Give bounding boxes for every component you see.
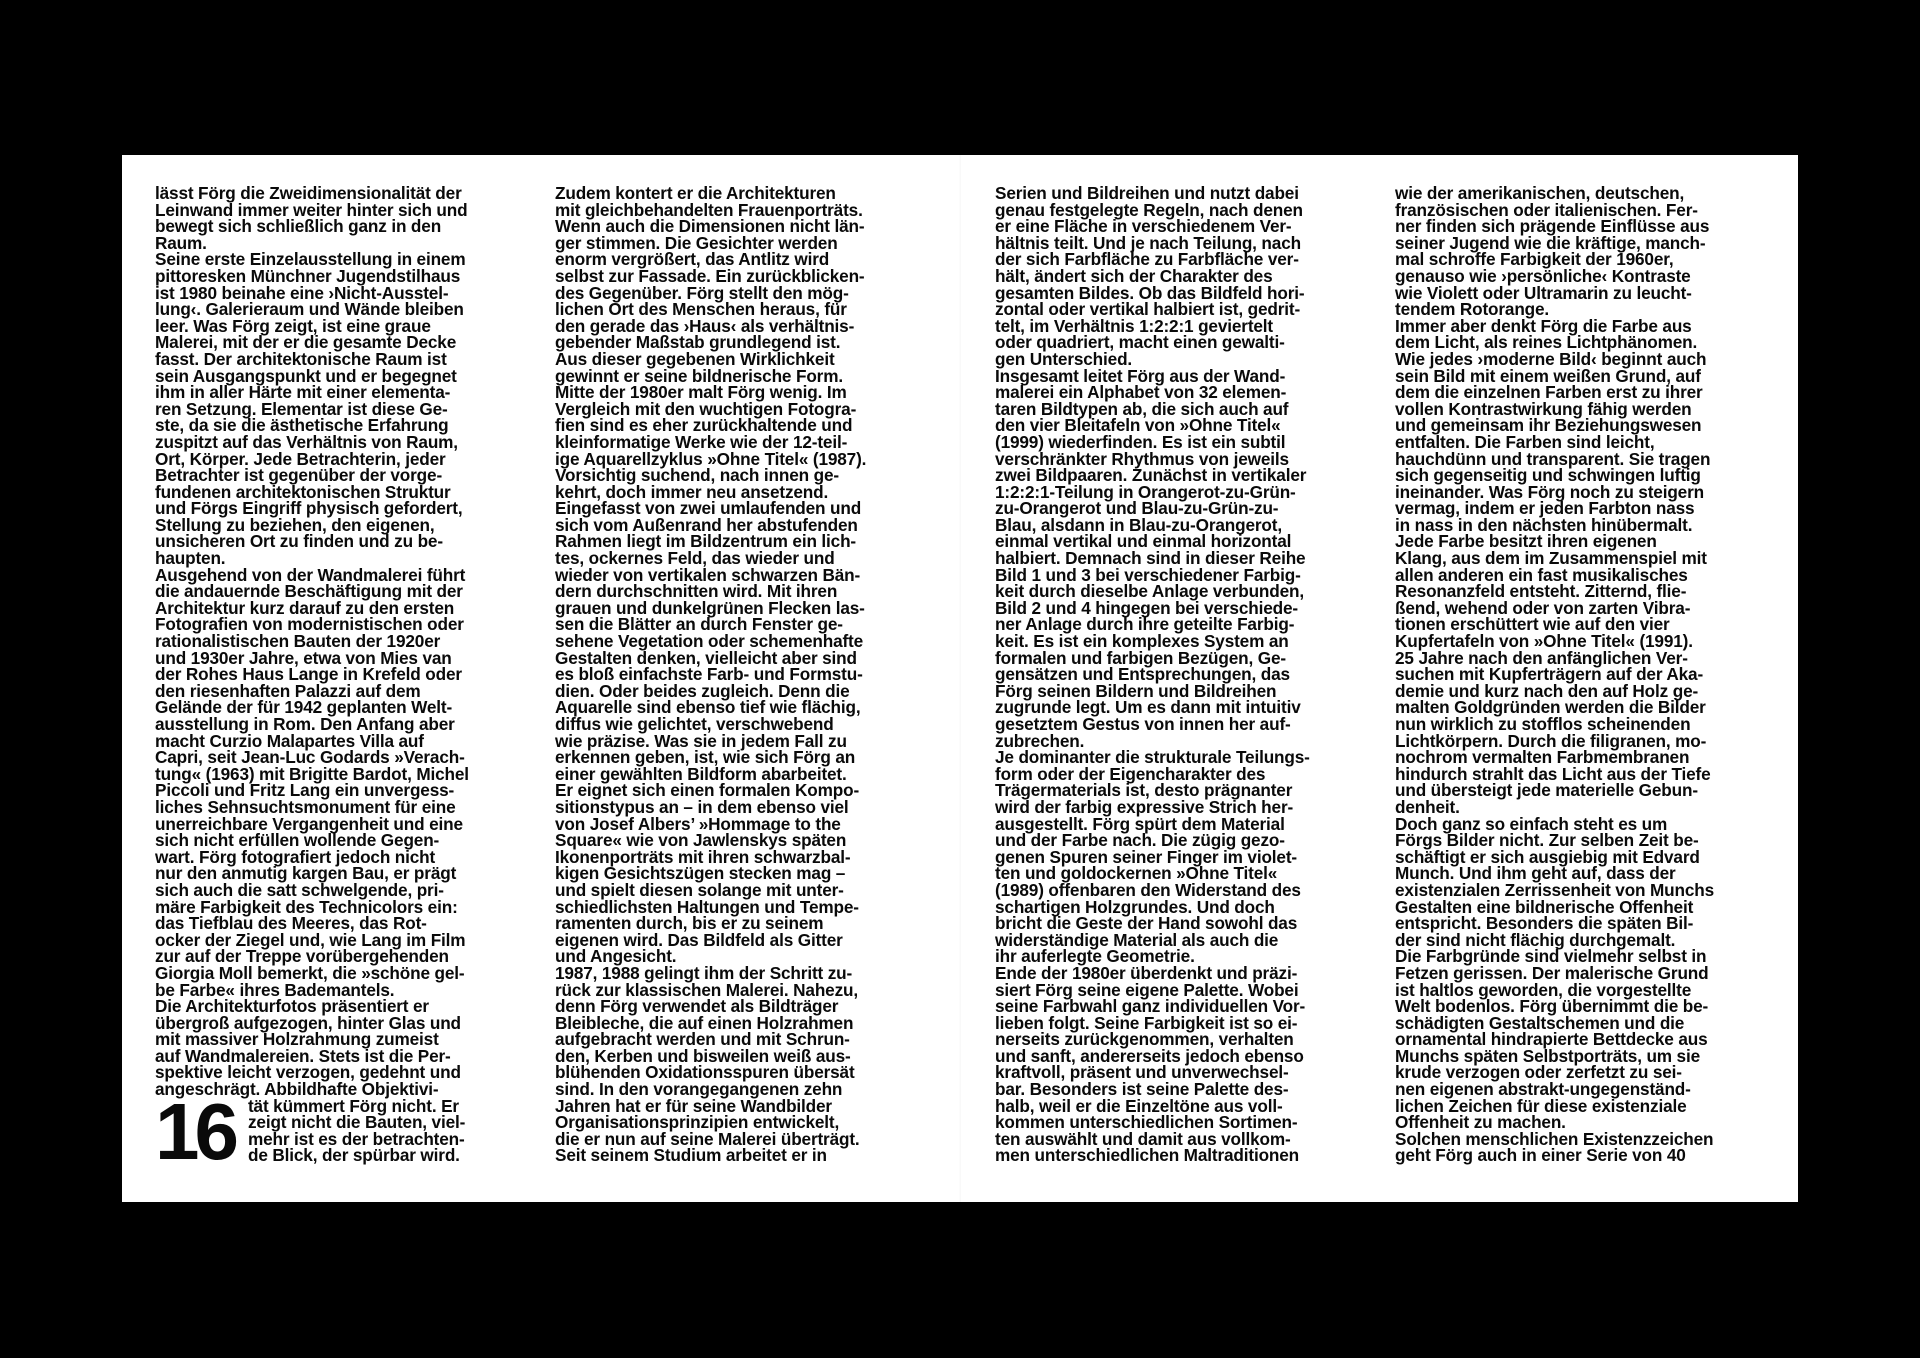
paragraph: Immer aber denkt Förg die Farbe aus dem Licht, als reines Lichtphänomen. Wie jedes ›moderne Bild‹ beginnt auch sein Bild mit einem weißen Grund, auf dem die einzelnen Farben erst zu ihrer vollen Kontrastwirkung fähig werden und gemeinsam ihr Beziehungswesen entfalten. Die Farben sind leicht, hauchdünn und transparent. Sie tragen sich gegenseitig und schwingen luftig ineinander. Was Förg noch zu steigern vermag, indem er jeden Farbton nass in nass in den nächsten hinübermalt. Jede Farbe besitzt ihren eigenen Klang, aus dem im Zusammenspiel mit allen anderen ein fast musikalisches Resonanzfeld entsteht. Zitternd, flie- ßend, wehend oder von zarten Vibra- tionen erschüttert wie auf den vier Kupfertafeln von »Ohne Titel« (1991). 25 Jahre nach den anfänglichen Ver- suchen mit Kupferträgern auf der Aka- demie und kurz nach den auf Holz ge- malten Goldgründen werden die Bilder nun wirklich zu stofflos scheinenden Lichtkörpern. Durch die filigranen, mo- nochrom vermalten Farbmembranen hindurch strahlt das Licht aus der Tiefe und übersteigt jede materielle Gebun- denheit. xyxy=(1395,315,1711,817)
paragraph: Je dominanter die strukturale Teilungs- form oder der Eigencharakter des Trägermaterials ist, desto prägnanter wird der farbig expressive Strich her- ausgestellt. Förg spürt dem Material und der Farbe nach. Die zügig gezo- genen Spuren seiner Finger im violet- ten und goldockernen »Ohne Titel« (1989) offenbaren den Widerstand des schartigen Holzgrundes. Und doch bricht die Geste der Hand sowohl das widerständige Material als auch die ihr auferlegte Geometrie. xyxy=(995,747,1310,967)
paragraph: Solchen menschlichen Existenzzeichen geht Förg auch in einer Serie von 40 xyxy=(1395,1128,1714,1166)
paragraph: Seine erste Einzelausstellung in einem pittoresken Münchner Jugendstilhaus ist 1980 beinahe eine ›Nicht-Ausstel- lung‹. Galerieraum und Wände bleiben leer. Was Förg zeigt, ist eine graue Malerei, mit der er die gesamte Decke fasst. Der architektonische Raum ist sein Ausgangspunkt und er begegnet ihm in aller Härte mit einer elementa- ren Setzung. Elementar ist diese Ge- ste, da sie die ästhetische Erfahrung zuspitzt auf das Verhältnis von Raum, Ort, Körper. Jede Betrachterin, jeder Betrachter ist gegenüber der vorge- fundenen architektonischen Struktur und Förgs Eingriff physisch gefordert, Stellung zu beziehen, den eigenen, unsicheren Ort zu finden und zu be- haupten. xyxy=(155,249,466,569)
paragraph: Mitte der 1980er malt Förg wenig. Im Vergleich mit den wuchtigen Fotogra- fien sind es eher zurückhaltende und kleinformatige Werke wie der 12-teil- ige Aquarellzyklus »Ohne Titel« (1987). Vorsichtig suchend, nach innen ge- kehrt, doch immer neu ansetzend. Eingefasst von zwei umlaufenden und sich vom Außenrand her abstufenden Rahmen liegt im Bildzentrum ein lich- tes, ockernes Feld, das wieder und wieder von vertikalen schwarzen Bän- dern durchschnitten wird. Mit ihren grauen und dunkelgrünen Flecken las- sen die Blätter an durch Fenster ge- sehene Vegetation oder schemenhafte Gestalten denken, vielleicht aber sind es bloß einfachste Farb- und Formstu- dien. Oder beides zugleich. Denn die Aquarelle sind ebenso tief wie flächig, diffus wie gelichtet, verschwebend wie präzise. Was sie in jedem Fall zu erkennen geben, ist, wie sich Förg an einer gewählten Bildform abarbeitet. Er eignet sich einen formalen Kompo- sitionstypus an – in dem ebenso viel von Josef Albers’ »Hommage to the Square« wie von Jawlenskys späten Ikonenporträts mit ihren schwarzbal- kigen Gesichtszügen stecken mag – und spielt diesen solange mit unter- schiedlichsten Haltungen und Tempe- ramenten durch, bis er zu seinem eigenen wird. Das Bildfeld als Gitter und Angesicht. xyxy=(555,382,867,967)
page-number: 16 xyxy=(155,1086,234,1176)
paragraph: Zudem kontert er die Architekturen mit gleichbehandelten Frauenporträts. Wenn auch die Dimensionen nicht län- ger stimmen. Die Gesichter werden enorm vergrößert, das Antlitz wird selbst zur Fassade. Ein zurückblicken- des Gegenüber. Förg stellt den mög- lichen Ort des Menschen heraus, für den gerade das ›Haus‹ als verhältnis- gebender Maßstab grundlegend ist. Aus dieser gegebenen Wirklichkeit gewinnt er seine bildnerische Form. xyxy=(555,183,865,386)
text-column-2 xyxy=(555,185,925,1164)
right-page xyxy=(961,155,1798,1202)
paragraph: lässt Förg die Zweidimensionalität der Leinwand immer weiter hinter sich und bewegt sich schließlich ganz in den Raum. xyxy=(155,183,468,253)
paragraph: Die Architekturfotos präsentiert er übergroß aufgezogen, hinter Glas und mit massiver Holzrahmung zumeist auf Wandmalereien. Stets ist die Per- spektive leicht verzogen, gedehnt und angeschrägt. Abbildhafte Objektivi- xyxy=(155,996,461,1100)
left-page xyxy=(122,155,959,1202)
paragraph: Insgesamt leitet Förg aus der Wand- malerei ein Alphabet von 32 elemen- taren Bildtypen ab, die sich auch auf den vier Bleitafeln von »Ohne Titel« (1999) wiederfinden. Es ist ein subtil verschränkter Rhythmus von jeweils zwei Bildpaaren. Zunächst in vertikaler 1:2:2:1-Teilung in Orangerot-zu-Grün- zu-Orangerot und Blau-zu-Grün-zu- Blau, alsdann in Blau-zu-Orangerot, einmal vertikal und einmal horizontal halbiert. Demnach sind in dieser Reihe Bild 1 und 3 bei verschiedener Farbig- keit durch dieselbe Anlage verbunden, Bild 2 und 4 hingegen bei verschiede- ner Anlage durch ihre geteilte Farbig- keit. Es ist ein komplexes System an formalen und farbigen Bezügen, Ge- gensätzen und Entsprechungen, das Förg seinen Bildern und Bildreihen zugrunde legt. Um es dann mit intuitiv gesetztem Gestus von innen her auf- zubrechen. xyxy=(995,365,1307,751)
paragraph: Ende der 1980er überdenkt und präzi- siert Förg seine eigene Palette. Wobei seine Farbwahl ganz individuellen Vor- lieben folgt. Seine Farbigkeit ist so ei- nerseits zurückgenommen, verhalten und sanft, andererseits jedoch ebenso kraftvoll, präsent und unverwechsel- bar. Besonders ist seine Palette des- halb, weil er die Einzeltöne aus voll- kommen unterschiedlichen Sortimen- ten auswählt und damit aus vollkom- men unterschiedlichen Maltraditionen xyxy=(995,962,1306,1166)
paragraph: 1987, 1988 gelingt ihm der Schritt zu- rück zur klassischen Malerei. Nahezu, denn Förg verwendet als Bildträger Bleibleche, die auf einen Holzrahmen aufgebracht werden und mit Schrun- den, Kerben und bisweilen weiß aus- blühenden Oxidationsspuren übersät sind. In den vorangegangenen zehn Jahren hat er für seine Wandbilder Organisationsprinzipien entwickelt, die er nun auf seine Malerei überträgt. Seit seinem Studium arbeitet er in xyxy=(555,962,860,1166)
text-column-1 xyxy=(155,183,525,1176)
text-column-3 xyxy=(995,185,1365,1164)
paragraph: wie der amerikanischen, deutschen, französischen oder italienischen. Fer- ner finden sich prägende Einflüsse aus seiner Jugend wie die kräftige, manch- mal schroffe Farbigkeit der 1960er, genauso wie ›persönliche‹ Kontraste wie Violett oder Ultramarin zu leucht- tendem Rotorange. xyxy=(1395,183,1710,320)
paragraph: Ausgehend von der Wandmalerei führt die andauernde Beschäftigung mit der Architektur kurz darauf zu den ersten Fotografien von modernistischen oder rationalistischen Bauten der 1920er und 1930er Jahre, etwa von Mies van der Rohes Haus Lange in Krefeld oder den riesenhaften Palazzi auf dem Gelände der für 1942 geplanten Welt- ausstellung in Rom. Den Anfang aber macht Curzio Malapartes Villa auf Capri, seit Jean-Luc Godards »Verach- tung« (1963) mit Brigitte Bardot, Michel Piccoli und Fritz Lang ein unvergess- liches Sehnsuchtsmonument für eine unerreichbare Vergangenheit und eine sich nicht erfüllen wollende Gegen- wart. Förg fotografiert jedoch nicht nur den anmutig kargen Bau, er prägt sich auch die satt schwelgende, pri- märe Farbigkeit des Technicolors ein: das Tiefblau des Meeres, das Rot- ocker der Ziegel und, wie Lang im Film zur auf der Treppe vorübergehenden Giorgia Moll bemerkt, die »schöne gel- be Farbe« ihres Bademantels. xyxy=(155,564,469,1000)
page-number-row xyxy=(155,1086,525,1176)
paragraph: Doch ganz so einfach steht es um Förgs Bilder nicht. Zur selben Zeit be- schäftigt er sich ausgiebig mit Edvard Munch. Und ihm geht auf, dass der existenzialen Zerrissenheit von Munchs Gestalten eine bildnerische Offenheit entspricht. Besonders die späten Bil- der sind nicht flächig durchgemalt. Die Farbgründe sind vielmehr selbst in Fetzen gerissen. Der malerische Grund ist haltlos geworden, die vorgestellte Welt bodenlos. Förg übernimmt die be- schädigten Gestaltschemen und die ornamental hindrapierte Bettdecke aus Munchs späten Selbstporträts, um sie krude verzogen oder zerfetzt zu sei- nen eigenen abstrakt-ungegenständ- lichen Zeichen für diese existenziale Offenheit zu machen. xyxy=(1395,813,1715,1133)
paragraph-tail: tät kümmert Förg nicht. Er zeigt nicht die Bauten, viel- mehr ist es der betrachten- de Blick, der spürbar wird. xyxy=(247,1095,466,1166)
text-column-4 xyxy=(1395,185,1765,1164)
paragraph: Serien und Bildreihen und nutzt dabei genau festgelegte Regeln, nach denen er eine Fläche in verschiedenem Ver- hältnis teilt. Und je nach Teilung, nach der sich Farbfläche zu Farbfläche ver- hält, ändert sich der Charakter des gesamten Bildes. Ob das Bildfeld hori- zontal oder vertikal halbiert ist, gedrit- telt, im Verhältnis 1:2:2:1 geviertelt oder quadriert, macht einen gewalti- gen Unterschied. xyxy=(995,183,1305,369)
